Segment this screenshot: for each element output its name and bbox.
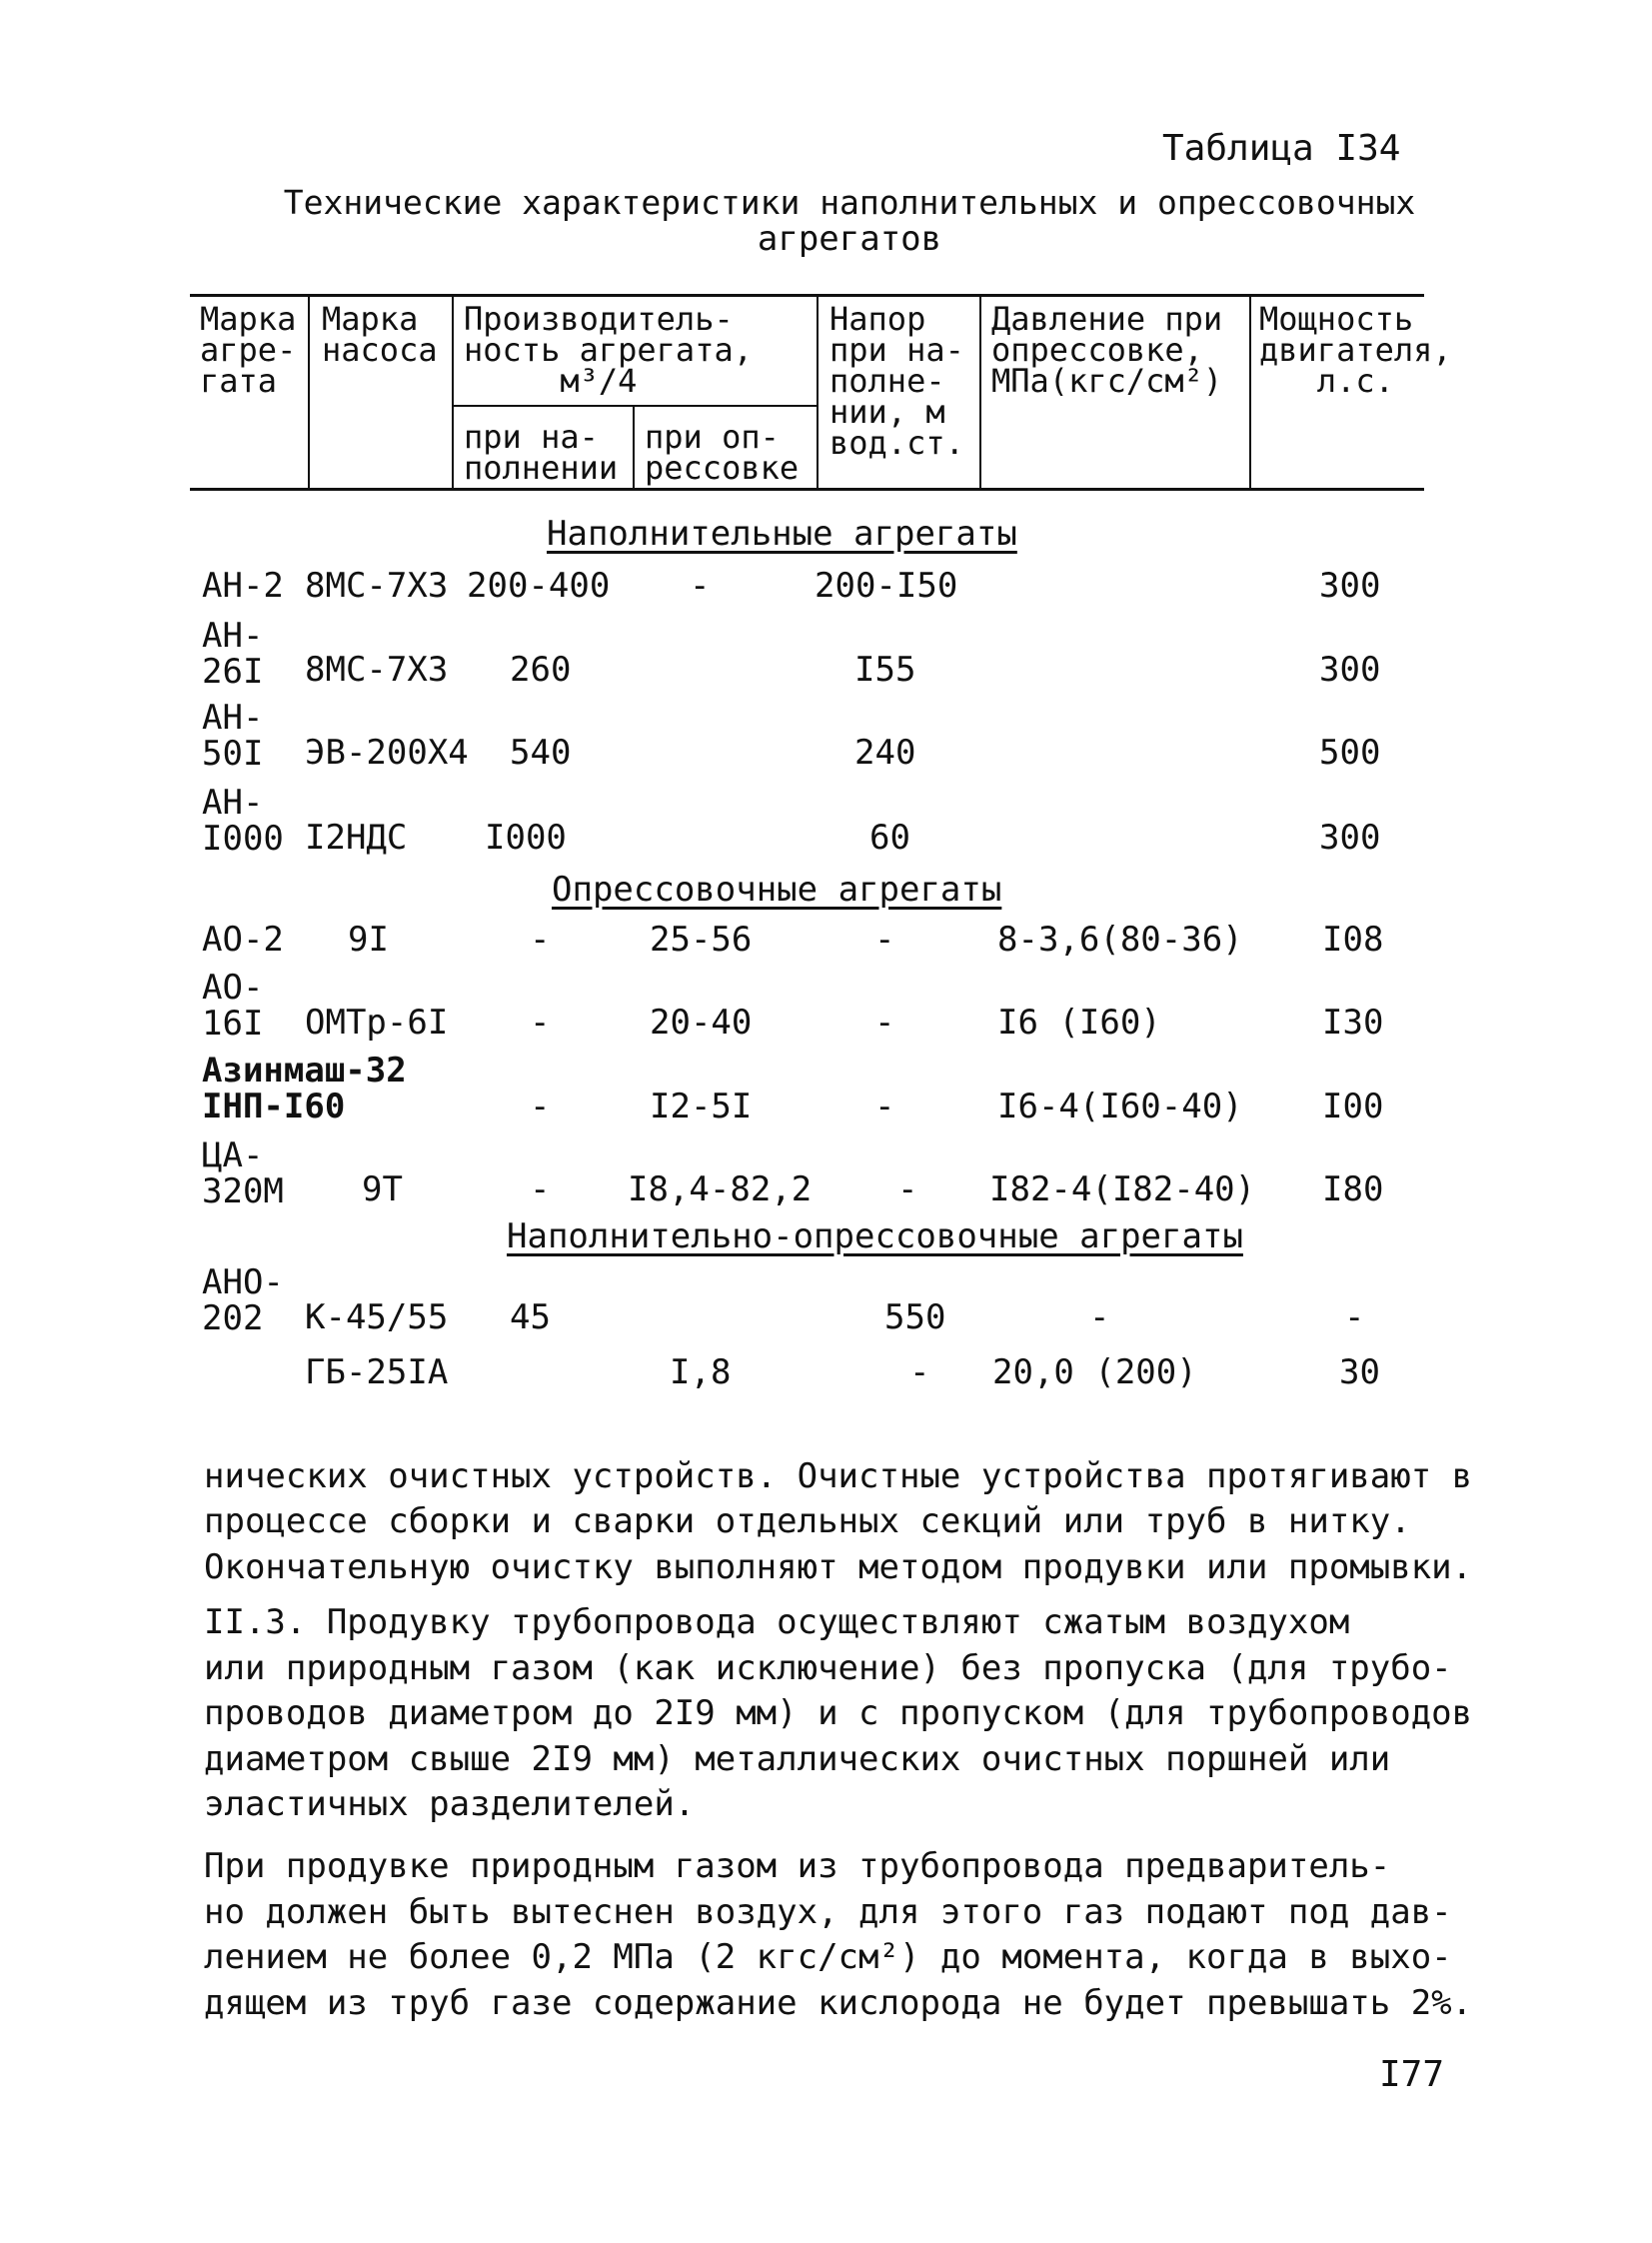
table-row-power: 500 — [1319, 733, 1381, 773]
header-capacity-filling: при на- полнении — [464, 418, 619, 487]
table-row-press: - — [690, 566, 711, 606]
section-title-pressure-test: Опрессовочные агрегаты — [552, 870, 1002, 910]
table-title-line-1: Технические характеристики наполнительных и опрессовочных — [283, 183, 1416, 222]
table-row-head: 550 — [884, 1297, 946, 1337]
table-row-fill: - — [530, 1169, 551, 1209]
header-capacity: Производитель- ность агрегата, м³/4 — [464, 300, 753, 400]
table-row-agg: АН- I000 — [202, 783, 284, 859]
table-row-head: - — [897, 1169, 918, 1209]
col-sep-1 — [308, 296, 310, 488]
table-row-pump: 8МС-7Х3 — [305, 566, 449, 606]
body-line: диаметром свыше 2I9 мм) металлических очистных поршней или — [204, 1739, 1391, 1779]
col-sep-2 — [452, 296, 454, 488]
section-title-filling-pressure-test: Наполнительно-опрессовочные агрегаты — [507, 1216, 1243, 1256]
table-row-pressure: 8-3,6(80-36) — [997, 920, 1243, 960]
table-row-fill: 260 — [510, 650, 572, 690]
table-row-power: I80 — [1322, 1169, 1384, 1209]
header-pump-brand: Марка насоса — [322, 300, 438, 369]
header-test-pressure: Давление при опрессовке, МПа(кгс/см²) — [991, 300, 1223, 400]
body-line: Окончательную очистку выполняют методом продувки или промывки. — [204, 1547, 1473, 1587]
table-row-pump: К-45/55 — [305, 1297, 449, 1337]
table-row-pressure: I6 (I60) — [997, 1003, 1161, 1043]
table-row-press: I8,4-82,2 — [628, 1169, 813, 1209]
table-row-agg: ЦА- 320М — [202, 1135, 284, 1211]
header-engine-power: Мощность двигателя, л.с. — [1259, 300, 1452, 400]
table-row-pump: 9Т — [362, 1169, 403, 1209]
table-row-power: I00 — [1322, 1087, 1384, 1126]
table-row-fill: - — [530, 1087, 551, 1126]
body-line: проводов диаметром до 2I9 мм) и с пропуском (для трубопроводов — [204, 1693, 1473, 1733]
body-line: При продувке природным газом из трубопровода предваритель- — [204, 1846, 1391, 1886]
table-row-power: I08 — [1322, 920, 1384, 960]
col-sep-3a — [633, 406, 635, 488]
table-row-press: 25-56 — [650, 920, 753, 960]
table-row-power: I30 — [1322, 1003, 1384, 1043]
col-sep-5 — [1249, 296, 1251, 488]
body-line: лением не более 0,2 МПа (2 кгс/см²) до момента, когда в выхо- — [204, 1937, 1452, 1977]
table-row-fill: - — [530, 1003, 551, 1043]
table-row-pump: 8МС-7Х3 — [305, 650, 449, 690]
table-row-fill: 540 — [510, 733, 572, 773]
table-row-agg: АО- 16I — [202, 968, 264, 1044]
table-title-line-2: агрегатов — [757, 219, 942, 259]
table-row-agg: АН- 50I — [202, 698, 264, 774]
body-line: процессе сборки и сварки отдельных секций или труб в нитку. — [204, 1501, 1411, 1541]
table-row-head: 240 — [854, 733, 916, 773]
table-row-power: 30 — [1339, 1352, 1380, 1392]
table-row-agg: АНО- 202 — [202, 1262, 284, 1338]
body-line: нических очистных устройств. Очистные устройства протягивают в — [204, 1456, 1473, 1496]
table-row-pressure: I6-4(I60-40) — [997, 1087, 1243, 1126]
table-row-pump: ЭВ-200Х4 — [305, 733, 469, 773]
table-row-agg: АН- 26I — [202, 616, 264, 692]
table-header-bottom-rule — [190, 488, 1424, 491]
section-title-filling: Наполнительные агрегаты — [547, 514, 1017, 554]
table-row-agg: АН-2 — [202, 566, 284, 606]
table-row-head: - — [909, 1352, 930, 1392]
table-row-power: 300 — [1319, 650, 1381, 690]
table-row-head: - — [874, 1003, 895, 1043]
table-row-head: I55 — [854, 650, 916, 690]
table-top-rule — [190, 294, 1424, 297]
table-number: Таблица I34 — [1162, 128, 1401, 169]
col-sep-3 — [817, 296, 819, 488]
table-row-pump: 9I — [348, 920, 389, 960]
table-row-fill: 45 — [510, 1297, 551, 1337]
table-row-head: 200-I50 — [815, 566, 958, 606]
header-head: Напор при на- полне- нии, м вод.ст. — [829, 300, 964, 462]
table-row-power: - — [1344, 1297, 1365, 1337]
table-row-pressure: I82-4(I82-40) — [989, 1169, 1256, 1209]
table-row-fill: - — [530, 920, 551, 960]
table-row-head: 60 — [869, 818, 910, 858]
table-row-power: 300 — [1319, 566, 1381, 606]
body-line: II.3. Продувку трубопровода осуществляют сжатым воздухом — [204, 1602, 1350, 1642]
body-line: дящем из труб газе содержание кислорода не будет превышать 2%. — [204, 1983, 1473, 2023]
table-row-agg: АО-2 — [202, 920, 284, 960]
table-row-fill: 200-400 — [467, 566, 611, 606]
col-sep-4 — [979, 296, 981, 488]
table-row-head: - — [874, 1087, 895, 1126]
table-row-press: I,8 — [670, 1352, 732, 1392]
header-capacity-pressure-test: при оп- рессовке — [645, 418, 800, 487]
table-row-fill: I000 — [485, 818, 567, 858]
table-row-pump: ГБ-25IА — [305, 1352, 449, 1392]
body-line: эластичных разделителей. — [204, 1784, 696, 1824]
table-row-head: - — [874, 920, 895, 960]
table-row-press: 20-40 — [650, 1003, 753, 1043]
page-number: I77 — [1379, 2054, 1445, 2095]
table-row-pump: ОМТр-6I — [305, 1003, 449, 1043]
table-row-press: I2-5I — [650, 1087, 753, 1126]
body-line: или природным газом (как исключение) без пропуска (для трубо- — [204, 1648, 1452, 1688]
table-row-power: 300 — [1319, 818, 1381, 858]
header-aggregate-brand: Марка агре- гата — [200, 300, 297, 400]
table-row-pressure: - — [1089, 1297, 1110, 1337]
body-line: но должен быть вытеснен воздух, для этого газ подают под дав- — [204, 1892, 1452, 1932]
table-row-agg: Азинмаш-32 IНП-I60 — [202, 1051, 407, 1126]
table-row-pump: I2НДС — [305, 818, 408, 858]
table-row-pressure: 20,0 (200) — [992, 1352, 1197, 1392]
